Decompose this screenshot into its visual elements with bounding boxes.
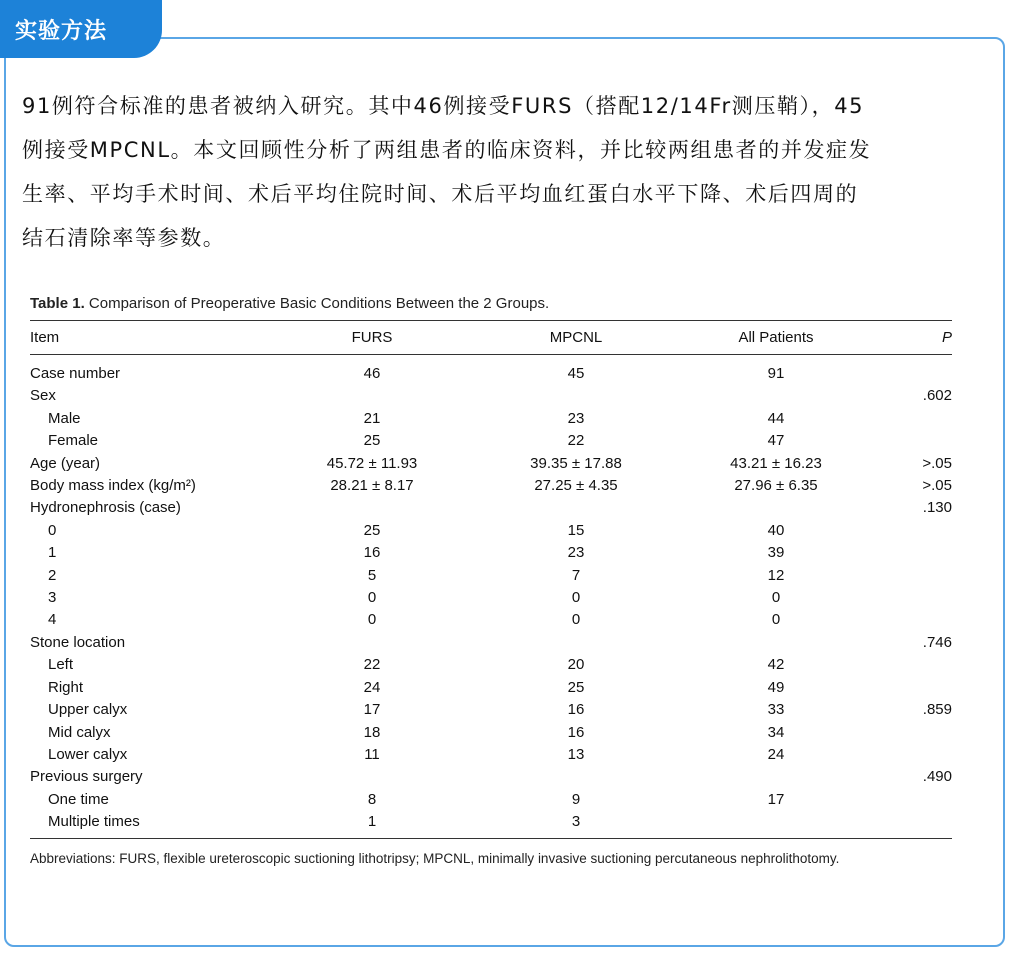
row-furs-cell: 21 <box>363 409 381 427</box>
table-row <box>30 355 952 386</box>
row-furs-cell <box>318 766 426 788</box>
row-mpcnl-cell: 7 <box>571 566 581 584</box>
table-title-text: Comparison of Preoperative Basic Conditions Between the 2 Groups. <box>88 295 550 312</box>
row-p-cell <box>831 677 952 699</box>
row-furs-cell: 45.72 ± 11.93 <box>326 454 418 472</box>
row-mpcnl-cell <box>521 497 631 519</box>
row-mpcnl-cell <box>521 385 631 407</box>
table-row <box>30 408 952 430</box>
row-furs-cell: 28.21 ± 8.17 <box>330 477 414 495</box>
row-item-cell: Lower calyx <box>48 745 128 763</box>
row-mpcnl-cell: 22 <box>567 432 585 450</box>
row-all-cell: 34 <box>767 723 785 741</box>
table-header-row <box>30 321 952 355</box>
row-all-cell: 17 <box>767 790 785 808</box>
table-row <box>30 766 952 788</box>
row-p-cell <box>831 789 952 811</box>
row-all-cell: 0 <box>771 589 781 607</box>
row-all-cell: 24 <box>767 745 785 763</box>
table-row <box>30 789 952 811</box>
row-furs-cell: 1 <box>318 811 426 838</box>
row-all-cell: 33 <box>767 701 785 719</box>
table-row <box>30 632 952 654</box>
section-tab <box>0 0 162 58</box>
row-p-cell <box>831 430 952 452</box>
table-row <box>30 587 952 609</box>
intro-line: 结石清除率等参数。 <box>22 226 226 250</box>
row-item-cell: Case number <box>30 365 121 382</box>
row-item-cell: 1 <box>48 544 57 562</box>
row-furs-cell: 17 <box>363 701 381 719</box>
row-p-cell: .746 <box>922 633 952 651</box>
row-p-cell <box>831 542 952 564</box>
row-mpcnl-cell: 16 <box>567 701 585 719</box>
row-item-cell: Sex <box>30 387 56 405</box>
comparison-table <box>30 320 952 839</box>
row-item-cell: Age (year) <box>30 454 101 472</box>
intro-line: 91例符合标准的患者被纳入研究。其中46例接受FURS（搭配12/14Fr测压鞘），45 <box>22 94 865 118</box>
row-furs-cell: 0 <box>367 589 377 607</box>
row-mpcnl-cell: 0 <box>571 611 581 629</box>
row-all-cell <box>721 632 831 654</box>
abbreviations-note: Abbreviations: FURS, flexible ureteroscopic suctioning lithotripsy; MPCNL, minimally invasive suctioning percutaneous nephrolithotomy. <box>30 850 840 866</box>
table-row <box>30 565 952 587</box>
row-all-cell: 39 <box>767 544 785 562</box>
row-p-cell <box>831 565 952 587</box>
row-all-cell: 47 <box>767 432 785 450</box>
row-furs-cell <box>318 497 426 519</box>
row-all-cell: 91 <box>767 365 785 382</box>
table-row <box>30 699 952 721</box>
table-row <box>30 520 952 542</box>
row-furs-cell: 8 <box>367 790 377 808</box>
row-mpcnl-cell: 23 <box>567 409 585 427</box>
row-item-cell: Female <box>48 432 99 450</box>
table-row <box>30 430 952 452</box>
row-all-cell: 27.96 ± 6.35 <box>734 477 818 495</box>
row-all-cell <box>721 811 831 838</box>
table-row <box>30 722 952 744</box>
table-row <box>30 497 952 519</box>
row-mpcnl-cell: 0 <box>571 589 581 607</box>
header-p: P <box>831 321 952 355</box>
row-furs-cell: 25 <box>363 521 381 539</box>
row-furs-cell: 0 <box>367 611 377 629</box>
row-p-cell: .859 <box>922 701 952 719</box>
row-p-cell: >.05 <box>922 454 952 472</box>
row-mpcnl-cell: 15 <box>567 521 585 539</box>
row-furs-cell <box>318 385 426 407</box>
row-p-cell: >.05 <box>922 477 952 495</box>
header-mpcnl: MPCNL <box>521 321 631 355</box>
section-tab-label: 实验方法 <box>15 18 108 44</box>
table-title <box>30 295 952 312</box>
header-all-patients: All Patients <box>721 321 831 355</box>
row-p-cell <box>831 408 952 430</box>
row-mpcnl-cell: 9 <box>571 790 581 808</box>
row-item-cell: Left <box>48 656 74 674</box>
row-mpcnl-cell: 3 <box>521 811 631 838</box>
row-p-cell <box>831 654 952 676</box>
row-item-cell: One time <box>48 790 109 808</box>
row-p-cell <box>831 811 952 838</box>
row-item-cell: Mid calyx <box>48 723 111 741</box>
row-item-cell: Male <box>48 409 81 427</box>
row-mpcnl-cell <box>521 766 631 788</box>
header-item: Item <box>30 321 318 355</box>
row-furs-cell: 5 <box>367 566 377 584</box>
table-row <box>30 744 952 766</box>
row-item-cell: Previous surgery <box>30 768 143 786</box>
row-mpcnl-cell <box>521 632 631 654</box>
row-p-cell <box>831 744 952 766</box>
intro-line: 例接受MPCNL。本文回顾性分析了两组患者的临床资料，并比较两组患者的并发症发 <box>22 138 872 162</box>
row-p-cell <box>831 587 952 609</box>
row-mpcnl-cell: 27.25 ± 4.35 <box>534 477 618 495</box>
row-p-cell: .602 <box>922 387 952 405</box>
row-furs-cell: 46 <box>363 365 381 382</box>
row-item-cell: Upper calyx <box>48 701 128 719</box>
row-mpcnl-cell: 45 <box>567 365 585 382</box>
row-mpcnl-cell: 39.35 ± 17.88 <box>530 454 622 472</box>
table-row <box>30 453 952 475</box>
table-row <box>30 385 952 407</box>
row-furs-cell <box>318 632 426 654</box>
row-p-cell <box>831 609 952 631</box>
table-title-prefix: Table 1. <box>30 295 85 312</box>
row-furs-cell: 24 <box>363 678 381 696</box>
row-all-cell: 40 <box>767 521 785 539</box>
row-mpcnl-cell: 16 <box>567 723 585 741</box>
intro-paragraph <box>22 84 997 260</box>
row-all-cell <box>721 497 831 519</box>
row-all-cell: 44 <box>767 409 785 427</box>
row-p-cell <box>831 722 952 744</box>
row-mpcnl-cell: 25 <box>567 678 585 696</box>
row-all-cell <box>721 766 831 788</box>
row-all-cell: 0 <box>771 611 781 629</box>
row-p-cell <box>831 355 952 386</box>
row-furs-cell: 25 <box>363 432 381 450</box>
row-all-cell <box>721 385 831 407</box>
row-all-cell: 42 <box>767 656 785 674</box>
row-item-cell: Multiple times <box>30 811 318 838</box>
table-row <box>30 542 952 564</box>
row-mpcnl-cell: 13 <box>567 745 585 763</box>
row-item-cell: Hydronephrosis (case) <box>30 499 181 517</box>
table-row <box>30 677 952 699</box>
row-item-cell: Right <box>48 678 84 696</box>
row-item-cell: 0 <box>48 521 57 539</box>
intro-line: 生率、平均手术时间、术后平均住院时间、术后平均血红蛋白水平下降、术后四周的 <box>22 182 859 206</box>
row-furs-cell: 11 <box>364 745 380 763</box>
row-item-cell: 3 <box>48 589 57 607</box>
row-all-cell: 49 <box>767 678 785 696</box>
row-p-cell: .490 <box>922 768 952 786</box>
row-mpcnl-cell: 20 <box>567 656 585 674</box>
row-p-cell <box>831 520 952 542</box>
row-item-cell: 4 <box>48 611 57 629</box>
row-furs-cell: 22 <box>363 656 381 674</box>
row-mpcnl-cell: 23 <box>567 544 585 562</box>
table-section <box>30 295 952 866</box>
row-item-cell: 2 <box>48 566 57 584</box>
header-furs: FURS <box>318 321 426 355</box>
row-item-cell: Body mass index (kg/m²) <box>30 477 196 495</box>
row-furs-cell: 16 <box>363 544 381 562</box>
row-p-cell: .130 <box>922 499 952 517</box>
row-furs-cell: 18 <box>363 723 381 741</box>
table-row <box>30 811 952 838</box>
row-item-cell: Stone location <box>30 633 126 651</box>
table-row <box>30 654 952 676</box>
table-row <box>30 609 952 631</box>
table-row <box>30 475 952 497</box>
row-all-cell: 43.21 ± 16.23 <box>730 454 822 472</box>
row-all-cell: 12 <box>767 566 785 584</box>
